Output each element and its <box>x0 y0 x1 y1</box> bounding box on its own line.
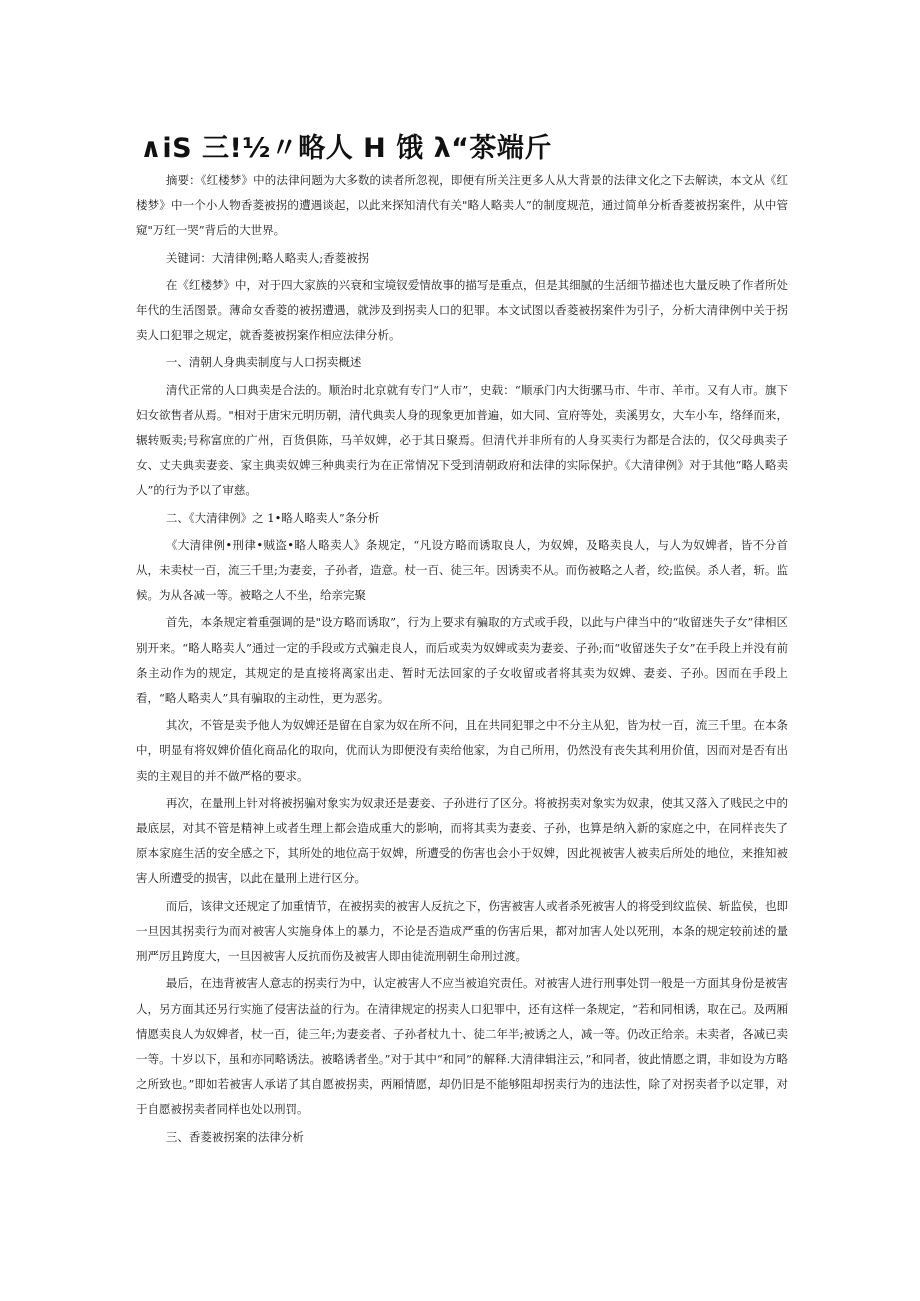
abstract-paragraph: 摘要：《红楼梦》中的法律问题为大多数的读者所忽视，即便有所关注更多人从大背景的法律文化之下去解读，本文从《红楼梦》中一个小人物香菱被拐的遭遇谈起，以此来探知清代有关"略人略卖人”的制度规范，通过简单分析香菱被拐案件，从中管窥"万红一哭”背后的大世界。 <box>136 173 788 238</box>
document-title: ∧iS 三!½〃略人 H 饿 λ“茶端斤 <box>140 133 552 164</box>
body-paragraph: 首先，本条规定着重强调的是"设方略而诱取”，行为上要求有骗取的方式或手段，以此与户律当中的“收留迷失子女”律相区别开来。“略人略卖人”通过一定的手段或方式骗走良人，而后或卖为奴婢或卖为妻妾、子孙;而“收留迷失子女”在手段上并没有前条主动作为的规定，其规定的是直接将离家出走、暂时无法回家的子女收留或者将其卖为奴婢、妻妾、子孙。因而在手段上看，“略人略卖人”具有骗取的主动性，更为恶劣。 <box>136 615 788 706</box>
section-heading-1: 一、清朝人身典卖制度与人口拐卖概述 <box>165 355 362 370</box>
body-paragraph: 清代正常的人口典卖是合法的。顺治时北京就有专门“人市”，史载：“顺承门内大街骡马市、牛市、羊市。又有人市。旗下妇女欲售者从焉。"相对于唐宋元明历朝，清代典卖人身的现象更加普遍，如大同、宣府等处，卖溪男女，大车小车，络绎而来，辗转贩卖;号称富庶的广州，百货俱陈，马羊奴婢，必于其日聚焉。但清代并非所有的人身买卖行为都是合法的，仅父母典卖子女、丈夫典卖妻妾、家主典卖奴婢三种典卖行为在正常情况下受到清朝政府和法律的实际保护。《大清律例》对于其他“略人略卖人”的行为予以了审慈。 <box>136 382 788 498</box>
body-paragraph: 再次，在量刑上针对将被拐骗对象实为奴隶还是妻妾、子孙进行了区分。将被拐卖对象实为奴隶，使其又落入了贱民之中的最底层，对其不管是精神上或者生理上都会造成重大的影响，而将其卖为妻妾、子孙，也算是纳入新的家庭之中，在同样丧失了原本家庭生活的安全感之下，其所处的地位高于奴婢，所遭受的伤害也会小于奴婢，因此视被害人被卖后所处的地位，来推知被害人所遭受的损害，以此在量刑上进行区分。 <box>136 795 788 886</box>
section-heading-2: 二、《大清律例》之 1•略人略卖人”条分析 <box>165 510 380 525</box>
document-body <box>136 168 788 1152</box>
body-paragraph: 《大清律例•刑律•贼盗•略人略卖人》条规定，“凡设方略而诱取良人，为奴婢，及略卖良人，与人为奴婢者，皆不分首从，未卖杖一百，流三千里;为妻妾，子孙者，造意。杖一百、徒三年。因诱卖不从。而伤被略之人者，绞;监侯。杀人者，斩。监候。为从各减一等。被略之人不坐，给亲完聚 <box>136 537 788 603</box>
intro-paragraph: 在《红楼梦》中，对于四大家族的兴衰和宝境钗爱情故事的描写是重点，但是其细腻的生活细节描述也大量反映了作者所处年代的生活图景。薄命女香菱的被拐遭遇，就涉及到拐卖人口的犯罪。本文试图以香菱被拐案件为引子，分析大清律例中关于拐卖人口犯罪之规定，就香菱被拐案作相应法律分析。 <box>136 277 788 343</box>
section-heading-3: 三、香菱被拐案的法律分析 <box>165 1129 304 1144</box>
body-paragraph: 其次，不管是卖予他人为奴婢还是留在自家为奴在所不问，且在共同犯罪之中不分主从犯，皆为杖一百，流三千里。在本条中，明显有将奴婢价值化商品化的取向，优而认为即便没有卖给他家，为自己所用，仍然没有丧失其利用价值，因而对是否有出卖的主观目的并不做严格的要求。 <box>136 718 788 783</box>
body-paragraph: 而后，该律文还规定了加重情节，在被拐卖的被害人反抗之下，伤害被害人或者杀死被害人的将受到纹监侯、斩监侯，也即一旦因其拐卖行为而对被害人实施身体上的暴力，不论是否造成严重的伤害后果，都对加害人处以死刑，本条的规定较前述的量刑严厉且跨度大，一旦因被害人反抗而伤及被害人即由徒流刑朝生命刑过渡。 <box>136 898 788 964</box>
body-paragraph: 最后，在违背被害人意志的拐卖行为中，认定被害人不应当被追究责任。对被害人进行刑事处罚一般是一方面其身份是被害人，另方面其还另行实施了侵害法益的行为。在清律规定的拐卖人口犯罪中，还有这样一条规定，“若和同相诱，取在己。及两厢情愿卖良人为奴婢者，杖一百，徒三年;为妻妾者、子孙者杖九十、徒二年半;被诱之人，减一等。仍改正给亲。未卖者，各减已卖一等。十岁以下，虽和亦同略诱法。被略诱者坐。”对于其中“和同”的解释.大清律辑注云，”和同者，彼此情愿之谓，非如设为方略之所致也。”即如若被害人承诺了其自愿被拐卖，两厢情愿，却仍旧是不能够阻却拐卖行为的违法性，除了对拐卖者予以定罪，对于自愿被拐卖者同样也处以刑罚。 <box>136 976 788 1117</box>
keywords-line: 关键词：大清律例;略人略卖人;香菱被拐 <box>165 250 370 265</box>
